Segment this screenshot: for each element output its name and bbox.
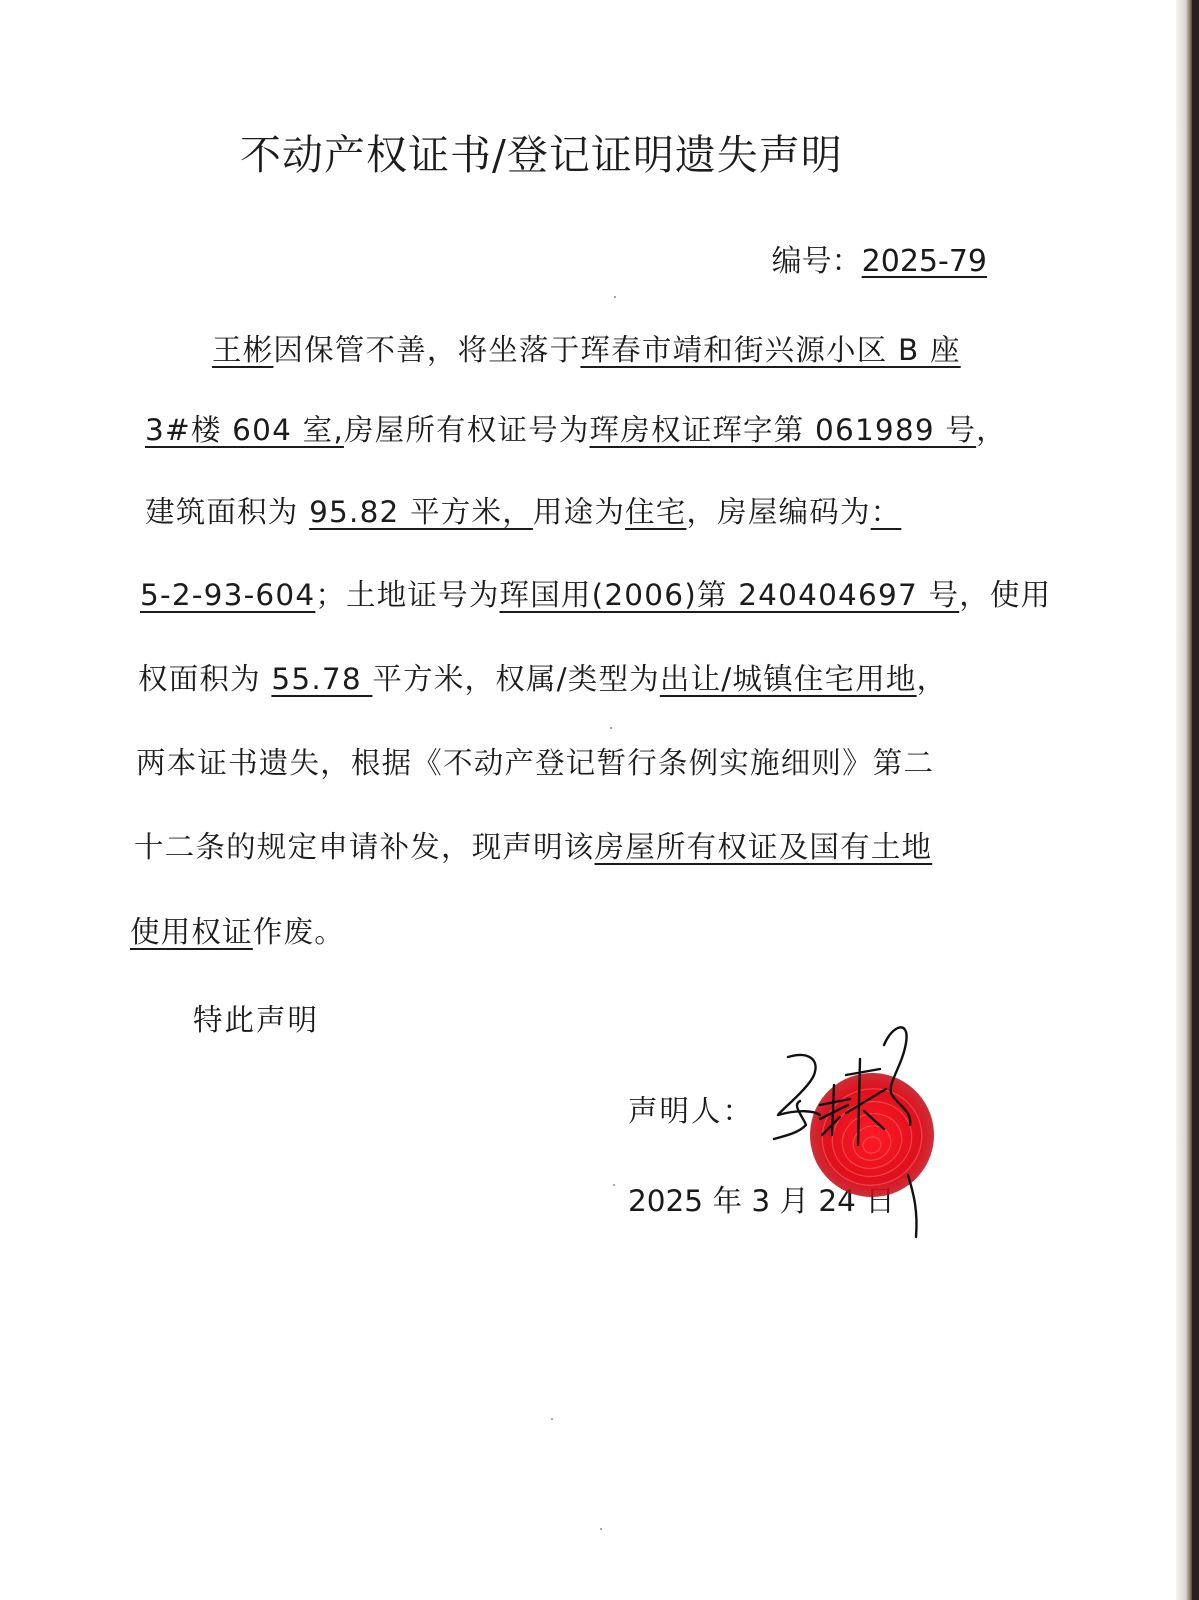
land-type: 出让/城镇住宅用地 [659,662,917,696]
declaration-date: 2025 年 3 月 24 日 [628,1184,895,1218]
scan-speck [614,296,616,298]
body-line-3: 建筑面积为 95.82 平方米，用途为住宅，房屋编码为： [145,495,902,529]
scan-speck [610,727,612,729]
body-line-1: 王彬因保管不善，将坐落于珲春市靖和街兴源小区 B 座 [212,333,961,367]
document-title: 不动产权证书/登记证明遗失声明 [240,131,843,179]
ownership-certificate-number: 珲房权证珲字第 061989 号 [589,413,977,447]
document-number-value: 2025-79 [861,244,987,279]
land-certificate-number: 珲国用(2006)第 240404697 号 [499,578,960,612]
body-line-6: 两本证书遗失，根据《不动产登记暂行条例实施细则》第二 [136,746,935,780]
paper-edge-shadow [1176,0,1192,1600]
scan-speck [613,1184,615,1186]
body-line-2: 3#楼 604 室,房屋所有权证号为珲房权证珲字第 061989 号， [145,413,1007,447]
body-line-5: 权面积为 55.78 平方米，权属/类型为出让/城镇住宅用地， [138,662,948,696]
red-fingerprint [793,1056,950,1215]
building-area: 95.82 平方米， [309,495,533,529]
closing-statement: 特此声明 [193,1003,320,1037]
scan-speck [551,1418,553,1420]
property-use: 住宅 [625,495,687,529]
scan-speck [600,1528,602,1530]
property-unit: 3#楼 604 室, [145,413,344,447]
body-line-8: 使用权证作废。 [130,915,345,949]
body-line-7: 十二条的规定申请补发，现声明该房屋所有权证及国有土地 [134,830,933,864]
land-use-area: 55.78 [271,662,373,696]
document-number-label: 编号： [771,244,862,279]
property-location: 珲春市靖和街兴源小区 B 座 [580,333,961,367]
voided-certificates: 房屋所有权证及国有土地 [594,830,933,864]
property-code: 5-2-93-604 [140,578,316,612]
document-number [772,236,987,280]
owner-name: 王彬 [212,333,274,367]
voided-certificates-cont: 使用权证 [130,915,253,949]
declarant-label: 声明人： [628,1094,755,1128]
fingerprint-and-signature [760,1015,950,1245]
body-line-4: 5-2-93-604；土地证号为珲国用(2006)第 240404697 号，使用 [140,578,1052,612]
